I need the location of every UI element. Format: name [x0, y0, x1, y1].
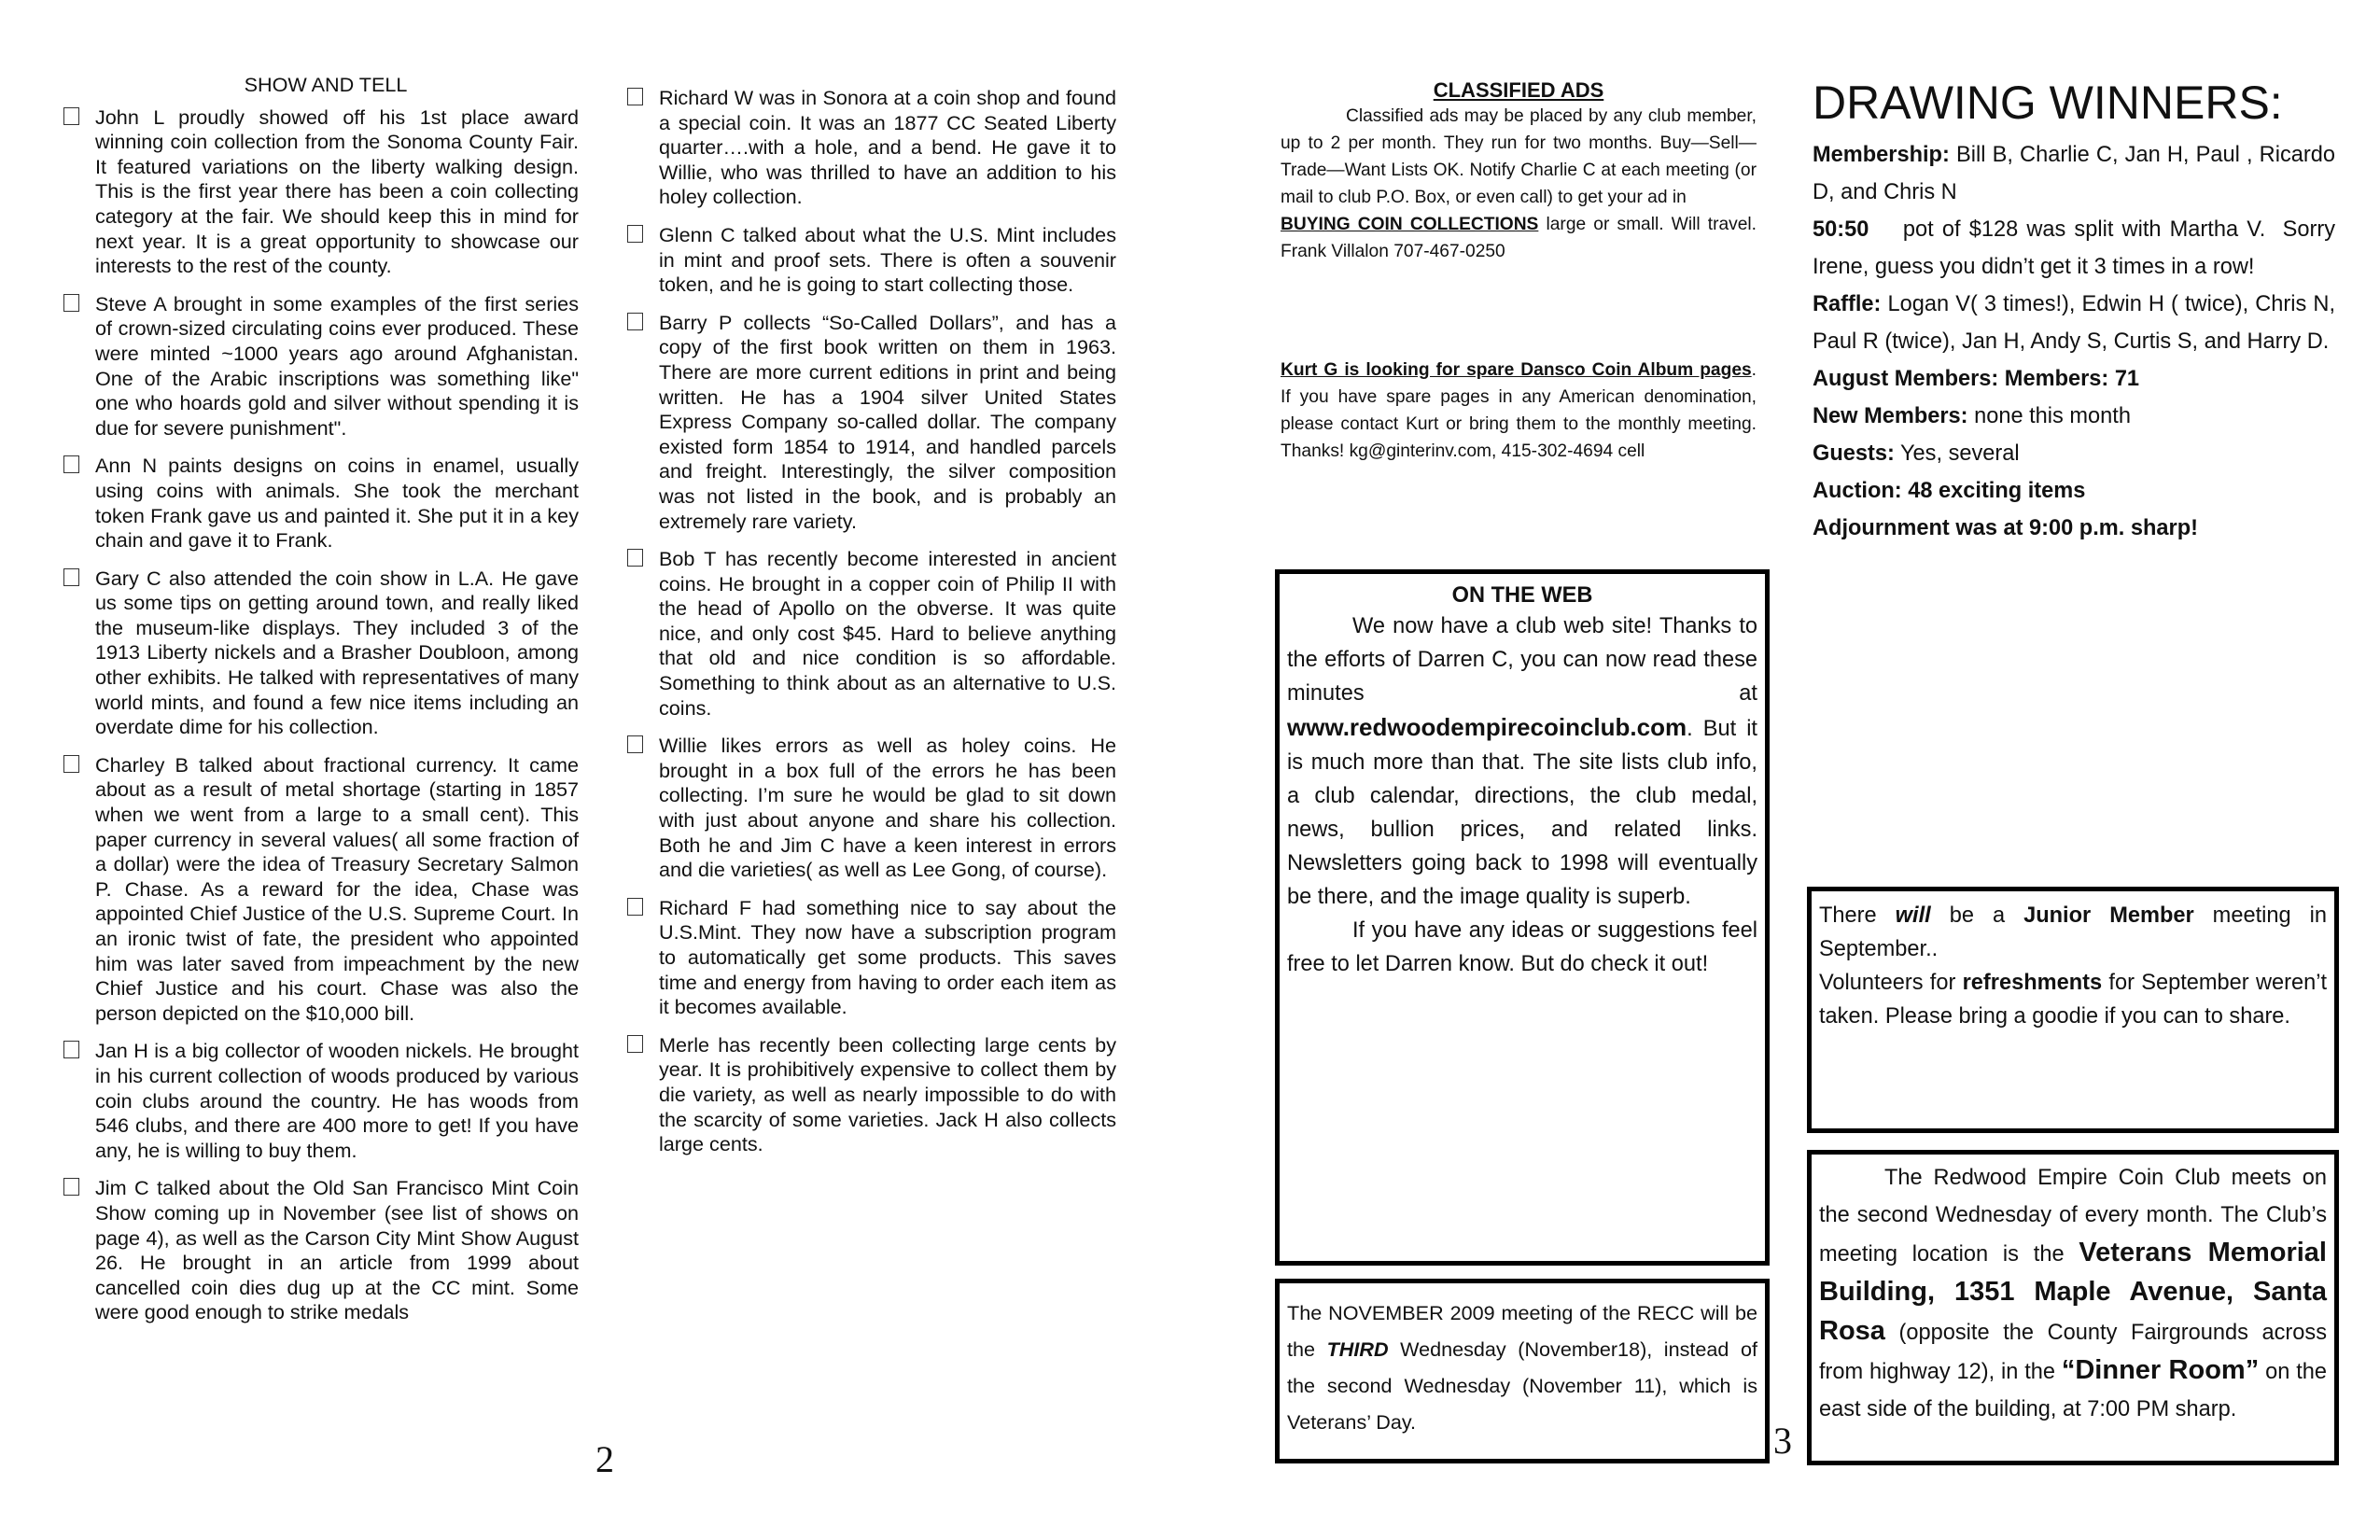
classified-heading: CLASSIFIED ADS	[1433, 78, 1604, 102]
checkbox-icon	[63, 1041, 79, 1058]
list-item: Jan H is a big collector of wooden nickels. He brought in his current collection of woods produced by various coin clubs around the country. He has woods from 546 clubs, and there are 400 more to get! If you have any, he is willing to buy them.	[63, 1039, 579, 1163]
list-item: Willie likes errors as well as holey coins. He brought in a box full of the errors he has been collecting. I’m sure he would be glad to sit down with just about anyone and share his collection. Both he and Jim C have a keen interest in errors and die varieties( as well as Lee Gong, of course).	[627, 734, 1116, 883]
list-item: Richard F had something nice to say about the U.S.Mint. They now have a subscription program to automatically get some products. This saves time and energy from having to order each item as it becomes available.	[627, 896, 1116, 1020]
list-item: Jim C talked about the Old San Francisco Mint Coin Show coming up in November (see list of shows on page 4), as well as the Carson City Mint Show August 26. He brought in an article from 1999 about cancelled coin dies dug up at the CC mint. Some were good enough to strike medals	[63, 1176, 579, 1325]
show-and-tell-column-1	[63, 73, 579, 1338]
on-the-web-box	[1275, 569, 1770, 1266]
adjournment: Adjournment was at 9:00 p.m. sharp!	[1813, 516, 2198, 540]
ad-title: Kurt G is looking for spare Dansco Coin Album pages	[1281, 360, 1752, 380]
checkbox-icon	[63, 107, 79, 125]
list-item: John L proudly showed off his 1st place award winning coin collection from the Sonoma County Fair. It featured variations on the liberty walking design. This is the first year there has been a coin collecting category at the fair. We should keep this in mind for next year. It is a great opportunity to showcase our interests to the rest of the county.	[63, 105, 579, 279]
august-members: August Members: Members: 71	[1813, 367, 2140, 391]
checkbox-icon	[627, 549, 643, 567]
meeting-location-box: The Redwood Empire Coin Club meets on the second Wednesday of every month. The Club’s meeting location is the Veterans Memorial Building, 1351 Maple Avenue, Santa Rosa (opposite the County Fairgrounds across from highway 12), in the “Dinner Room” on the east side of the building, at 7:00 PM sharp.	[1807, 1150, 2339, 1465]
checkbox-icon	[627, 88, 643, 105]
classified-ads	[1281, 78, 1757, 265]
raffle-winners: Raffle: Logan V( 3 times!), Edwin H ( twice), Chris N, Paul R (twice), Jan H, Andy S, Curtis S, and Harry D.	[1813, 292, 2335, 354]
checkbox-icon	[627, 225, 643, 243]
auction: Auction: 48 exciting items	[1813, 479, 2086, 503]
list-item: Charley B talked about fractional currency. It came about as a result of metal shortage (starting in 1857 when we went from a large to a small cent). This paper currency in several values( all some fraction of a dollar) were the idea of Treasury Secretary Salmon P. Chase. As a reward for the idea, Chase was appointed Chief Justice of the U.S. Supreme Court. In an ironic twist of fate, the president who appointed him was later saved from impeachment by the new Chief Justice and his court. Chase was also the person depicted on the $10,000 bill.	[63, 753, 579, 1027]
junior-meeting-note: There will be a Junior Member meeting in September..	[1819, 903, 2327, 961]
list-item: Ann N paints designs on coins in enamel, usually using coins with animals. She took the merchant token Frank gave us and painted it. She put it in a key chain and gave it to Frank.	[63, 454, 579, 553]
website-link[interactable]: www.redwoodempirecoinclub.com	[1287, 713, 1687, 741]
page-number-2: 2	[595, 1438, 614, 1480]
checkbox-icon	[63, 455, 79, 473]
junior-member-box	[1807, 887, 2339, 1133]
venue-address: Veterans Memorial Building, 1351 Maple Avenue, Santa Rosa	[1819, 1238, 2327, 1346]
checkbox-icon	[63, 1178, 79, 1196]
show-and-tell-column-2	[627, 86, 1116, 1170]
checkbox-icon	[63, 755, 79, 773]
drawing-title: DRAWING WINNERS:	[1813, 77, 2283, 129]
list-item: Merle has recently been collecting large cents by year. It is prohibitively expensive to collect them by die variety, as well as nearly impossible to do with the scarcity of some varieties. Jack H also collects large cents.	[627, 1033, 1116, 1157]
membership-winners: Membership: Bill B, Charlie C, Jan H, Paul , Ricardo D, and Chris N	[1813, 143, 2335, 204]
list-item: Barry P collects “So-Called Dollars”, and has a copy of the first book written on them in 1963. There are more current editions in print and being written. He has a 1904 silver United States Express Company so-called dollar. The company existed form 1854 to 1914, and handled parcels and freight. Interestingly, the silver composition was not listed in the book, and is probably an extremely rare variety.	[627, 311, 1116, 534]
ad-title: BUYING COIN COLLECTIONS	[1281, 215, 1539, 234]
web-paragraph-2: If you have any ideas or suggestions feel free to let Darren know. But do check it out!	[1287, 918, 1757, 976]
list-item: Steve A brought in some examples of the first series of crown-sized circulating coins ever produced. These were minted ~1000 years ago around Afghanistan. One of the Arabic inscriptions was something like" one who hoards gold and silver without spending it is due for severe punishment".	[63, 292, 579, 441]
checkbox-icon	[63, 294, 79, 312]
list-item: Bob T has recently become interested in ancient coins. He brought in a copper coin of Philip II with the head of Apollo on the obverse. It was quite nice, and only cost $45. Hard to believe anything that old and nice condition is so affordable. Something to think about as an alternative to U.S. coins.	[627, 547, 1116, 721]
checkbox-icon	[627, 1035, 643, 1053]
list-item: Richard W was in Sonora at a coin shop and found a special coin. It was an 1877 CC Seated Liberty quarter….with a hole, and a bend. He gave it to Willie, who was thrilled to have an addition to his holey collection.	[627, 86, 1116, 210]
classified-ad-2	[1281, 357, 1757, 465]
november-meeting-box: The NOVEMBER 2009 meeting of the RECC will be the THIRD Wednesday (November18), instead of the second Wednesday (November 11), which is Veterans’ Day.	[1275, 1279, 1770, 1463]
new-members: New Members: none this month	[1813, 404, 2131, 428]
fifty-fifty: 50:50 pot of $128 was split with Martha V. Sorry Irene, guess you didn’t get it 3 times in a row!	[1813, 217, 2342, 279]
checkbox-icon	[627, 313, 643, 330]
classified-ad-1	[1281, 211, 1757, 265]
guests: Guests: Yes, several	[1813, 441, 2020, 466]
drawing-winners	[1813, 75, 2342, 547]
ad-text: . If you have spare pages in any American denomination, please contact Kurt or bring them to the monthly meeting. Thanks! kg@ginterinv.com, 415-302-4694 cell	[1281, 360, 1757, 461]
checkbox-icon	[627, 898, 643, 916]
room-name: “Dinner Room”	[2061, 1355, 2260, 1385]
ad-text: large or small. Will travel. Frank Villalon 707-467-0250	[1281, 215, 1757, 261]
page-number-3: 3	[1773, 1420, 1792, 1462]
list-item: Glenn C talked about what the U.S. Mint includes in mint and proof sets. There is often a souvenir token, and he is going to start collecting those.	[627, 223, 1116, 298]
refreshments-note: Volunteers for refreshments for September weren’t taken. Please bring a goodie if you can to share.	[1819, 971, 2328, 1029]
list-item: Gary C also attended the coin show in L.A. He gave us some tips on getting around town, and really liked the museum-like displays. They included 3 of the 1913 Liberty nickels and a Brasher Doubloon, among other exhibits. He talked with representatives of many world mints, and found a few nice items including an overdate dime for his collection.	[63, 567, 579, 740]
web-paragraph-1: We now have a club web site! Thanks to the efforts of Darren C, you can now read these minutes at www.redwoodempirecoinclub.com. But it is much more than that. The site lists club info, a club calendar, directions, the club medal, news, bullion prices, and related links. Newsletters going back to 1998 will eventually be there, and the image quality is superb.	[1287, 614, 1757, 909]
web-heading: ON THE WEB	[1451, 583, 1593, 608]
classified-intro: Classified ads may be placed by any club member, up to 2 per month. They run for two months. Buy—Sell—Trade—Want Lists OK. Notify Charlie C at each meeting (or mail to club P.O. Box, or even call) to get your ad in	[1281, 106, 1757, 207]
section-heading: SHOW AND TELL	[244, 73, 408, 96]
checkbox-icon	[627, 735, 643, 753]
checkbox-icon	[63, 568, 79, 586]
